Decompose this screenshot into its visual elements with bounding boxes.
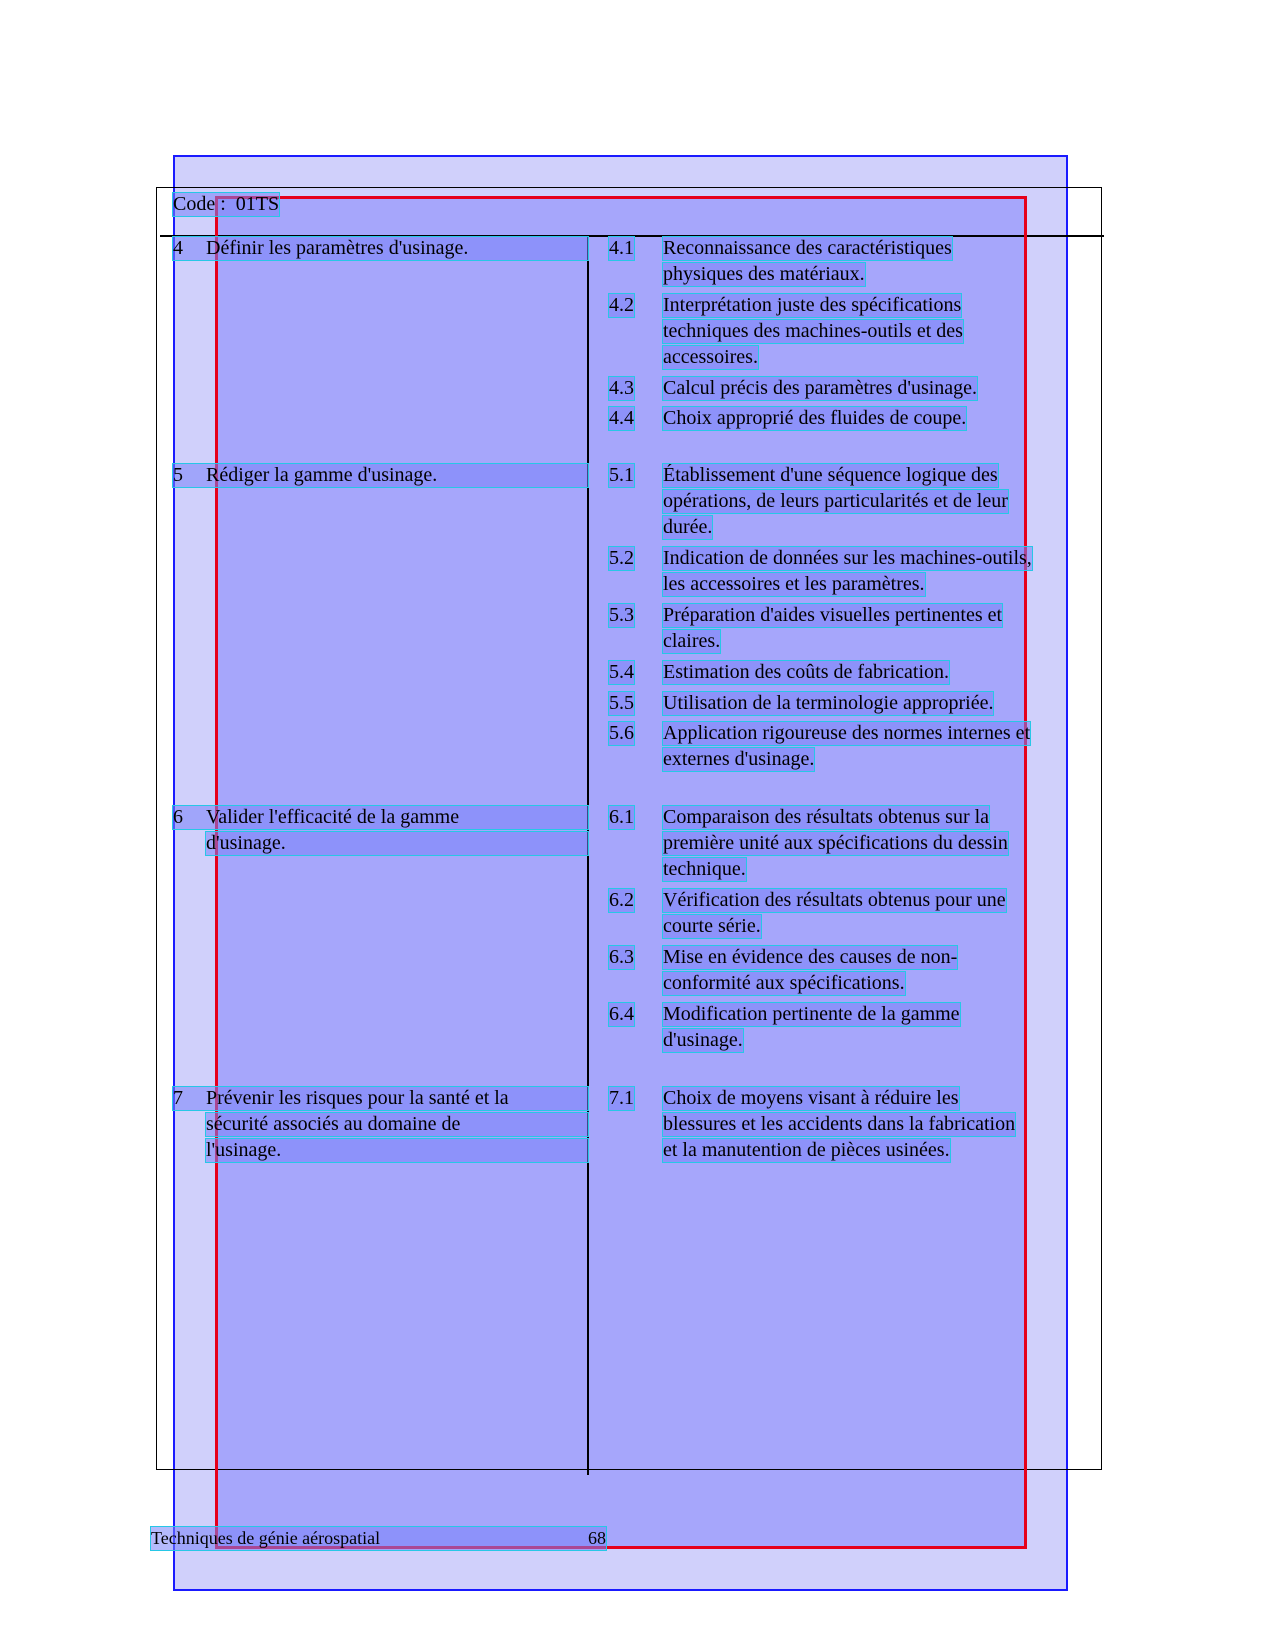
criterion-text: Préparation d'aides visuelles pertinentes et	[663, 604, 1003, 626]
criterion-number: 4.3	[609, 377, 634, 399]
criterion-number: 5.4	[609, 661, 634, 683]
criterion-text: claires.	[663, 630, 721, 652]
footer-program: Techniques de génie aérospatial	[151, 1528, 381, 1548]
criterion-text: durée.	[663, 516, 713, 538]
criterion-text: Application rigoureuse des normes internes et	[663, 722, 1031, 744]
criterion-text: Indication de données sur les machines-outils,	[663, 547, 1032, 569]
criterion-text: externes d'usinage.	[663, 748, 815, 770]
competency-title: Rédiger la gamme d'usinage.	[206, 464, 438, 486]
competency-row-4	[173, 237, 588, 260]
competency-row-5	[173, 464, 588, 487]
criterion-number: 5.6	[609, 722, 634, 744]
competency-title: d'usinage.	[206, 832, 588, 855]
criterion-number: 4.1	[609, 237, 634, 259]
criterion-text: Comparaison des résultats obtenus sur la	[663, 806, 990, 828]
criterion-number: 5.1	[609, 464, 634, 486]
footer-page-number: 68	[588, 1528, 606, 1548]
criterion-text: et la manutention de pièces usinées.	[663, 1139, 950, 1161]
competency-row-6	[173, 806, 588, 829]
criterion-text: technique.	[663, 858, 746, 880]
criterion-text: Reconnaissance des caractéristiques	[663, 237, 952, 259]
criterion-text: blessures et les accidents dans la fabrication	[663, 1113, 1016, 1135]
competency-title: Prévenir les risques pour la santé et la	[206, 1087, 509, 1109]
competency-number: 5	[173, 464, 183, 486]
criterion-text: techniques des machines-outils et des	[663, 320, 963, 342]
criterion-number: 4.4	[609, 407, 634, 429]
criterion-text: première unité aux spécifications du dessin	[663, 832, 1008, 854]
criterion-text: Choix approprié des fluides de coupe.	[663, 407, 967, 429]
code-header	[173, 193, 279, 216]
criterion-text: Utilisation de la terminologie appropriée.	[663, 692, 994, 714]
competency-number: 7	[173, 1087, 183, 1109]
criterion-text: courte série.	[663, 915, 761, 937]
competency-title: Valider l'efficacité de la gamme	[206, 806, 460, 828]
criterion-text: opérations, de leurs particularités et de leur	[663, 490, 1008, 512]
competency-title: Définir les paramètres d'usinage.	[206, 237, 469, 259]
criterion-text: d'usinage.	[663, 1029, 743, 1051]
criterion-number: 6.3	[609, 946, 634, 968]
criterion-text: Calcul précis des paramètres d'usinage.	[663, 377, 978, 399]
competency-title: sécurité associés au domaine de	[206, 1113, 588, 1136]
criterion-number: 6.2	[609, 889, 634, 911]
criterion-text: physiques des matériaux.	[663, 263, 865, 285]
criterion-number: 5.3	[609, 604, 634, 626]
competency-number: 4	[173, 237, 183, 259]
criterion-number: 5.2	[609, 547, 634, 569]
competency-row-7	[173, 1087, 588, 1110]
criterion-text: les accessoires et les paramètres.	[663, 573, 925, 595]
criterion-number: 5.5	[609, 692, 634, 714]
code-label: Code :	[173, 193, 226, 215]
criterion-text: Interprétation juste des spécifications	[663, 294, 962, 316]
criterion-text: Établissement d'une séquence logique des	[663, 464, 998, 486]
page-footer	[151, 1527, 606, 1550]
criterion-text: Estimation des coûts de fabrication.	[663, 661, 950, 683]
criterion-text: accessoires.	[663, 346, 758, 368]
criterion-text: Mise en évidence des causes de non-	[663, 946, 958, 968]
competency-title: l'usinage.	[206, 1139, 588, 1162]
criterion-text: Choix de moyens visant à réduire les	[663, 1087, 959, 1109]
criterion-number: 6.4	[609, 1003, 634, 1025]
criterion-text: Vérification des résultats obtenus pour une	[663, 889, 1006, 911]
criterion-text: conformité aux spécifications.	[663, 972, 905, 994]
criterion-text: Modification pertinente de la gamme	[663, 1003, 960, 1025]
code-value: 01TS	[235, 193, 280, 215]
competency-number: 6	[173, 806, 183, 828]
criterion-number: 7.1	[609, 1087, 634, 1109]
criterion-number: 4.2	[609, 294, 634, 316]
criterion-number: 6.1	[609, 806, 634, 828]
